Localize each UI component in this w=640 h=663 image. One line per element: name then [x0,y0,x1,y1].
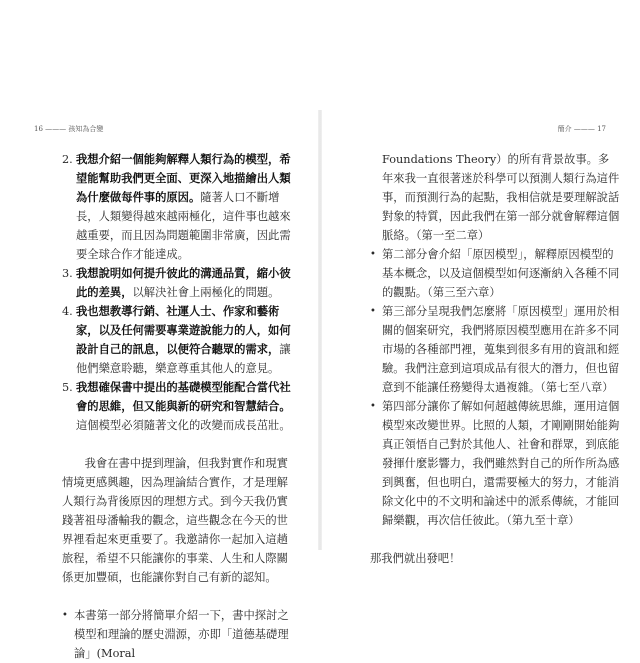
item-bold-text: 我想說明如何提升彼此的溝通品質，縮小彼此的差異， [76,266,291,299]
item-text: 隨著人口不斷增長，人類變得越來越兩極化，這件事也越來越重要，而且因為問題範圍非常廣，因此需要全球合作才能達成。 [76,191,291,261]
item-number: 2. [62,153,73,166]
numbered-item [62,150,298,264]
continuation-text: Foundations Theory）的所有背景故事。多年來我一直很著迷於科學可以預測人類行為這件事，而預測行為的起點，我相信就是要理解說話對象的特質，因此我們在第一部分就會解釋這個脈絡。（第一至二章） [382,153,620,242]
body-paragraph: 我會在書中提到理論，但我對實作和現實情境更感興趣，因為理論結合實作，才是理解人類行為背後原因的理想方式。到今天我仍實踐著祖母潘輸我的觀念，這些觀念在今天的世界裡看起來更重要了。我邀請你一起加入這趟旅程，希望不只能讓你的事業、人生和人際關係更加豐碩，也能讓你對自己有新的認知。 [62,457,288,584]
bullet-item [370,397,620,530]
bullet-continuation [370,150,620,245]
bullet-text: 第四部分讓你了解如何超越傳統思維，運用這個模型來改變世界。比照的人類，才剛剛開始能夠真正領悟自己對於其他人、社會和群眾，到底能發揮什麼影響力，我們雖然對自己的所作所為感到興奮，但也明白，還需要極大的努力，才能消除文化中的不文明和論述中的派系傳統，才能回歸樂觀，再次信任彼此。（第九至十章） [382,400,620,527]
closing-line: 那我們就出發吧！ [370,552,461,565]
numbered-item [62,302,298,378]
item-bold-text: 我想確保書中提出的基礎模型能配合當代社會的思維，但又能與新的研究和智慧結合。 [76,380,291,413]
bullet-marker: • [62,610,68,621]
right-page-content [370,150,620,568]
bullet-item [62,606,298,663]
item-bold-text: 我也想教導行銷、社運人士、作家和藝術家，以及任何需要專業遊說能力的人，如何設計自己的訊息，以便符合聽眾的需求， [76,304,291,356]
bullet-text: 第二部分會介紹「原因模型」，解釋原因模型的基本概念，以及這個模型如何逐漸納入各種不同的觀點。（第三至六章） [382,248,620,299]
item-bold-text: 我想介紹一個能夠解釋人類行為的模型，希望能幫助我們更全面、更深入地描繪出人類為什麼做每件事的原因。 [76,152,291,204]
item-text: 讓他們樂意聆聽，樂意尊重其他人的意見。 [76,343,291,375]
bullet-marker: • [370,249,376,260]
bullet-item [370,302,620,397]
item-text: 以解決社會上兩極化的問題。 [132,286,280,299]
bullet-text: 第三部分呈現我們怎麼將「原因模型」運用於相關的個案研究，我們將原因模型應用在許多不同市場的各種部門裡，蒐集到很多有用的資訊和經驗。我們注意到這項成品有很大的潛力，但也留意到不能讓任務變得太過複雜。（第七至八章） [382,305,620,394]
left-running-head: 16 ——— 孩知為合變 [34,125,104,133]
right-page [320,0,640,640]
item-number: 4. [62,305,73,318]
spacer [62,587,298,606]
numbered-item [62,264,298,302]
bullet-text: 本書第一部分將簡單介紹一下，書中探討之模型和理論的歷史淵源，亦即「道德基礎理論」(Moral [74,609,289,660]
left-page [0,0,320,660]
right-running-head: 簡介 ——— 17 [557,125,606,133]
item-number: 5. [62,381,73,394]
item-number: 3. [62,267,73,280]
bullet-marker: • [370,306,376,317]
left-page-content [62,150,298,663]
spacer [370,530,620,549]
spacer [62,435,298,454]
item-text: 這個模型必須隨著文化的改變而成長茁壯。 [76,419,291,432]
bullet-item [370,245,620,302]
bullet-marker: • [370,401,376,412]
numbered-item [62,378,298,435]
